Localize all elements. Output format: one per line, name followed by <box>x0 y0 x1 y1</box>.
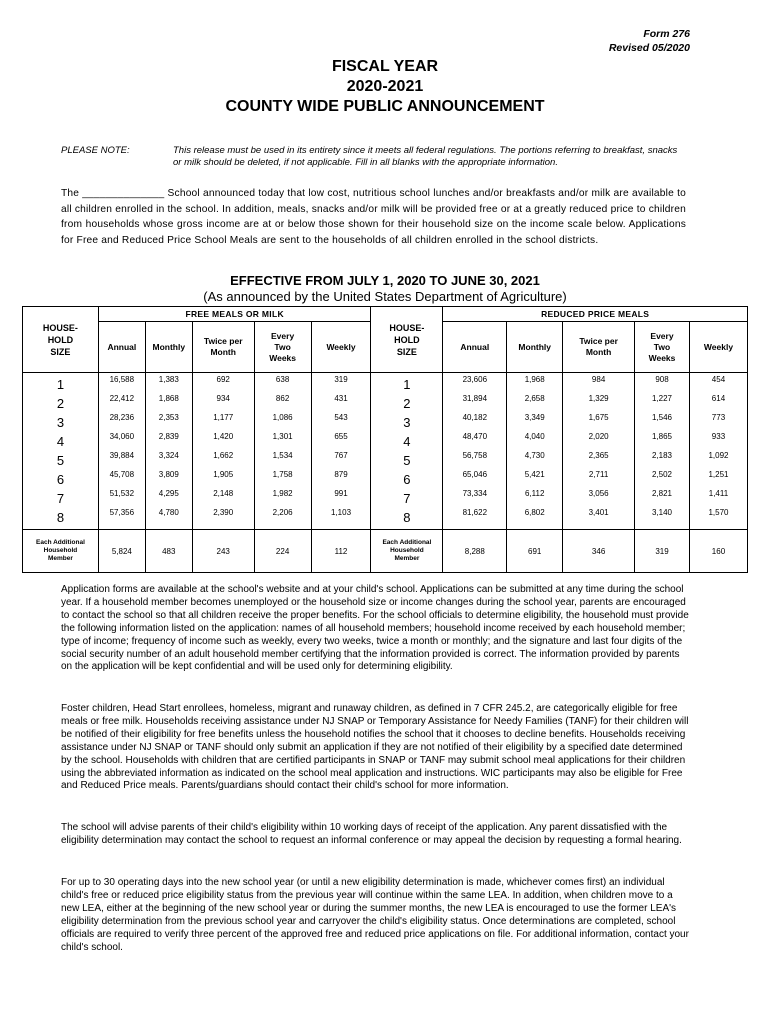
size-2: 2 <box>56 396 65 411</box>
col-annual-reduced: Annual <box>443 322 507 373</box>
table-cell: 691 <box>507 530 563 573</box>
free-meals-header: FREE MEALS OR MILK <box>98 307 371 322</box>
table-cell: 879 <box>334 470 348 479</box>
free-annual-column <box>98 373 145 530</box>
reduced-annual-column <box>443 373 507 530</box>
table-cell: 1,103 <box>331 508 352 517</box>
income-eligibility-table <box>22 306 748 573</box>
size-7: 7 <box>403 491 411 506</box>
table-cell: 614 <box>711 394 726 403</box>
size-3: 3 <box>403 415 411 430</box>
table-cell: 908 <box>655 375 669 384</box>
table-cell: 51,532 <box>109 489 135 498</box>
table-cell: 22,412 <box>109 394 135 403</box>
table-cell: 638 <box>275 375 290 384</box>
size-4: 4 <box>56 434 65 449</box>
col-twice-free: Twice per Month <box>192 322 254 373</box>
table-cell: 40,182 <box>462 413 488 422</box>
table-cell: 1,534 <box>272 451 293 460</box>
table-cell: 81,622 <box>462 508 488 517</box>
col-every-two-free: Every Two Weeks <box>254 322 311 373</box>
household-sizes-free <box>23 373 99 530</box>
table-cell: 862 <box>275 394 290 403</box>
col-annual-free: Annual <box>98 322 145 373</box>
table-cell: 16,588 <box>109 375 135 384</box>
table-cell: 2,821 <box>651 489 672 498</box>
size-6: 6 <box>56 472 65 487</box>
table-cell: 1,383 <box>158 375 179 384</box>
table-cell: 1,868 <box>158 394 179 403</box>
table-cell: 991 <box>334 489 348 498</box>
reduced-monthly-column <box>507 373 563 530</box>
table-cell: 1,251 <box>708 470 729 479</box>
note-text: This release must be used in its entirety since it meets all federal regulations. The portions referring to breakfast, snacks or milk should be deleted, if not applicable. Fill in all blanks with the appropriate information. <box>173 145 678 168</box>
table-cell: 1,227 <box>651 394 672 403</box>
col-every-two-reduced: Every Two Weeks <box>635 322 690 373</box>
table-cell: 4,040 <box>524 432 545 441</box>
revision-date: Revised 05/2020 <box>608 42 690 54</box>
table-cell: 1,420 <box>213 432 234 441</box>
table-cell: 1,092 <box>708 451 729 460</box>
table-cell: 112 <box>311 530 371 573</box>
col-weekly-free: Weekly <box>311 322 371 373</box>
table-cell: 2,365 <box>588 451 609 460</box>
size-1: 1 <box>56 377 65 392</box>
table-cell: 5,421 <box>524 470 545 479</box>
size-4: 4 <box>403 434 411 449</box>
household-size-header-reduced: HOUSE- HOLD SIZE <box>371 307 443 373</box>
each-additional-label-free: Each Additional Household Member <box>23 530 99 573</box>
table-cell: 2,206 <box>272 508 293 517</box>
table-cell: 3,349 <box>524 413 545 422</box>
size-1: 1 <box>403 377 411 392</box>
table-cell: 73,334 <box>462 489 488 498</box>
reduced-every-two-column <box>635 373 690 530</box>
title-fiscal-year: FISCAL YEAR <box>331 58 439 75</box>
title-announcement: COUNTY WIDE PUBLIC ANNOUNCEMENT <box>225 98 545 115</box>
table-cell: 2,390 <box>213 508 234 517</box>
table-cell: 1,411 <box>708 489 729 498</box>
table-cell: 8,288 <box>443 530 507 573</box>
table-cell: 2,353 <box>158 413 179 422</box>
table-cell: 1,662 <box>213 451 234 460</box>
col-monthly-free: Monthly <box>145 322 192 373</box>
notification-paragraph: The school will advise parents of their child's eligibility within 10 working days of receipt of the application. Any parent dissatisfied with the eligibility determination may contact the school to request an informal conference or may appeal the decision by requesting a formal hearing. <box>61 822 682 846</box>
size-3: 3 <box>56 415 65 430</box>
document-title <box>0 57 770 117</box>
table-cell: 1,546 <box>651 413 672 422</box>
table-cell: 431 <box>334 394 348 403</box>
table-cell: 3,809 <box>158 470 179 479</box>
household-size-header-free: HOUSE- HOLD SIZE <box>23 307 99 373</box>
table-cell: 1,968 <box>524 375 545 384</box>
table-cell: 6,802 <box>524 508 545 517</box>
table-cell: 319 <box>334 375 348 384</box>
col-monthly-reduced: Monthly <box>507 322 563 373</box>
title-year-range: 2020-2021 <box>346 78 424 95</box>
table-cell: 767 <box>334 451 348 460</box>
free-weekly-column <box>311 373 371 530</box>
free-monthly-column <box>145 373 192 530</box>
table-cell: 319 <box>635 530 690 573</box>
effective-period <box>0 273 770 305</box>
table-cell: 1,758 <box>272 470 293 479</box>
reduced-twice-column <box>563 373 635 530</box>
table-cell: 3,140 <box>651 508 672 517</box>
table-cell: 1,675 <box>588 413 609 422</box>
effective-subtitle: (As announced by the United States Department of Agriculture) <box>203 289 567 304</box>
table-cell: 1,086 <box>272 413 293 422</box>
size-5: 5 <box>56 453 65 468</box>
table-cell: 2,502 <box>651 470 672 479</box>
table-cell: 543 <box>334 413 348 422</box>
table-cell: 1,329 <box>588 394 609 403</box>
table-cell: 1,865 <box>651 432 672 441</box>
table-cell: 224 <box>254 530 311 573</box>
size-6: 6 <box>403 472 411 487</box>
table-cell: 3,401 <box>588 508 609 517</box>
size-8: 8 <box>403 510 411 525</box>
free-every-two-column <box>254 373 311 530</box>
table-cell: 39,884 <box>109 451 135 460</box>
table-cell: 933 <box>711 432 726 441</box>
table-cell: 1,177 <box>213 413 234 422</box>
intro-paragraph: The ______________ School announced today that low cost, nutritious school lunches and/or breakfasts and/or milk are available to all children enrolled in the school. In addition, meals, snacks and/or milk will be provided free or at a greatly reduced price to children from households whose gross income are at or below those shown for their household size on the income scale below. Applications for Free and Reduced Price School Meals are sent to the households of all children enrolled in the school districts. <box>61 188 686 246</box>
table-cell: 1,570 <box>708 508 729 517</box>
size-7: 7 <box>56 491 65 506</box>
table-cell: 28,236 <box>109 413 135 422</box>
table-cell: 6,112 <box>524 489 545 498</box>
table-cell: 934 <box>216 394 230 403</box>
size-2: 2 <box>403 396 411 411</box>
table-cell: 56,758 <box>462 451 488 460</box>
table-cell: 2,839 <box>158 432 179 441</box>
table-cell: 692 <box>216 375 230 384</box>
table-cell: 454 <box>711 375 726 384</box>
free-twice-column <box>192 373 254 530</box>
col-weekly-reduced: Weekly <box>689 322 747 373</box>
table-cell: 4,730 <box>524 451 545 460</box>
table-cell: 1,905 <box>213 470 234 479</box>
table-cell: 57,356 <box>109 508 135 517</box>
application-paragraph: Application forms are available at the school's website and at your child's school. Applications can be submitted at any time during the school year. If a household member becomes unemployed or the household size or income changes during the school year, parents are encouraged to contact the school so that all children receive the proper benefits. For the school officials to determine eligibility, the household must provide the following information listed on the application: names of all household members; household income received by each household member; type of income; frequency of income such as weekly, every two weeks, twice a month or monthly; and the signature and last four digits of the social security number of an adult household member certifying that the information provided is correct. The information provided by parents on the application will be kept confidential and will be used only for determining eligibility. <box>61 584 689 673</box>
household-sizes-reduced <box>371 373 443 530</box>
form-number: Form 276 <box>643 28 690 40</box>
table-cell: 2,020 <box>588 432 609 441</box>
col-twice-reduced: Twice per Month <box>563 322 635 373</box>
size-5: 5 <box>403 453 411 468</box>
table-cell: 243 <box>192 530 254 573</box>
reduced-meals-header: REDUCED PRICE MEALS <box>443 307 748 322</box>
table-cell: 4,780 <box>158 508 179 517</box>
table-cell: 5,824 <box>98 530 145 573</box>
table-cell: 2,711 <box>588 470 609 479</box>
form-identifier <box>609 27 690 55</box>
reduced-weekly-column <box>689 373 747 530</box>
carryover-paragraph: For up to 30 operating days into the new school year (or until a new eligibility determination is made, whichever comes first) an individual child's free or reduced price eligibility status from the previous year will continue within the same LEA. In addition, when children move to a new LEA, either at the beginning of the new school year or during the summer months, the new LEA is encouraged to use the former LEA's eligibility determination from the previous school year and carryover the child's eligibility status. Once determinations are completed, school officials are required to verify three percent of the approved free and reduced price applications on file. For additional information, contact your child's school. <box>61 877 689 953</box>
table-cell: 1,301 <box>272 432 293 441</box>
table-cell: 34,060 <box>109 432 135 441</box>
note-label: PLEASE NOTE: <box>61 145 130 156</box>
table-cell: 23,606 <box>462 375 488 384</box>
effective-title: EFFECTIVE FROM JULY 1, 2020 TO JUNE 30, 2021 <box>230 273 540 288</box>
table-cell: 346 <box>563 530 635 573</box>
each-additional-label-reduced: Each Additional Household Member <box>371 530 443 573</box>
size-8: 8 <box>56 510 65 525</box>
table-cell: 655 <box>334 432 348 441</box>
table-cell: 3,324 <box>158 451 179 460</box>
table-cell: 48,470 <box>462 432 488 441</box>
table-cell: 1,982 <box>272 489 293 498</box>
categorical-eligibility-paragraph: Foster children, Head Start enrollees, homeless, migrant and runaway children, as defined in 7 CFR 245.2, are categorically eligible for free meals or free milk. Households receiving assistance under NJ SNAP or Temporary Assistance for Needy Families (TANF) for their children will be notified of their eligibility for free benefits unless the household notifies the school that it chooses to decline benefits. Households receiving assistance under NJ SNAP or TANF should only submit an application if they are not notified of their eligibility by a specified date determined by the school. Households with children that are certified participants in SNAP or TANF may submit school meal applications for their children using the abbreviated information as indicated on the school meal application and instructions. WIC participants may also be eligible for Free and Reduced Price meals. Parents/guardians should contact their child's school for more information. <box>61 703 689 792</box>
table-cell: 4,295 <box>158 489 179 498</box>
table-cell: 483 <box>145 530 192 573</box>
table-cell: 45,708 <box>109 470 135 479</box>
table-cell: 984 <box>591 375 606 384</box>
table-cell: 31,894 <box>462 394 488 403</box>
table-cell: 2,183 <box>651 451 672 460</box>
table-cell: 2,148 <box>213 489 234 498</box>
table-cell: 2,658 <box>524 394 545 403</box>
table-cell: 160 <box>689 530 747 573</box>
table-cell: 3,056 <box>588 489 609 498</box>
table-cell: 773 <box>711 413 726 422</box>
table-cell: 65,046 <box>462 470 488 479</box>
